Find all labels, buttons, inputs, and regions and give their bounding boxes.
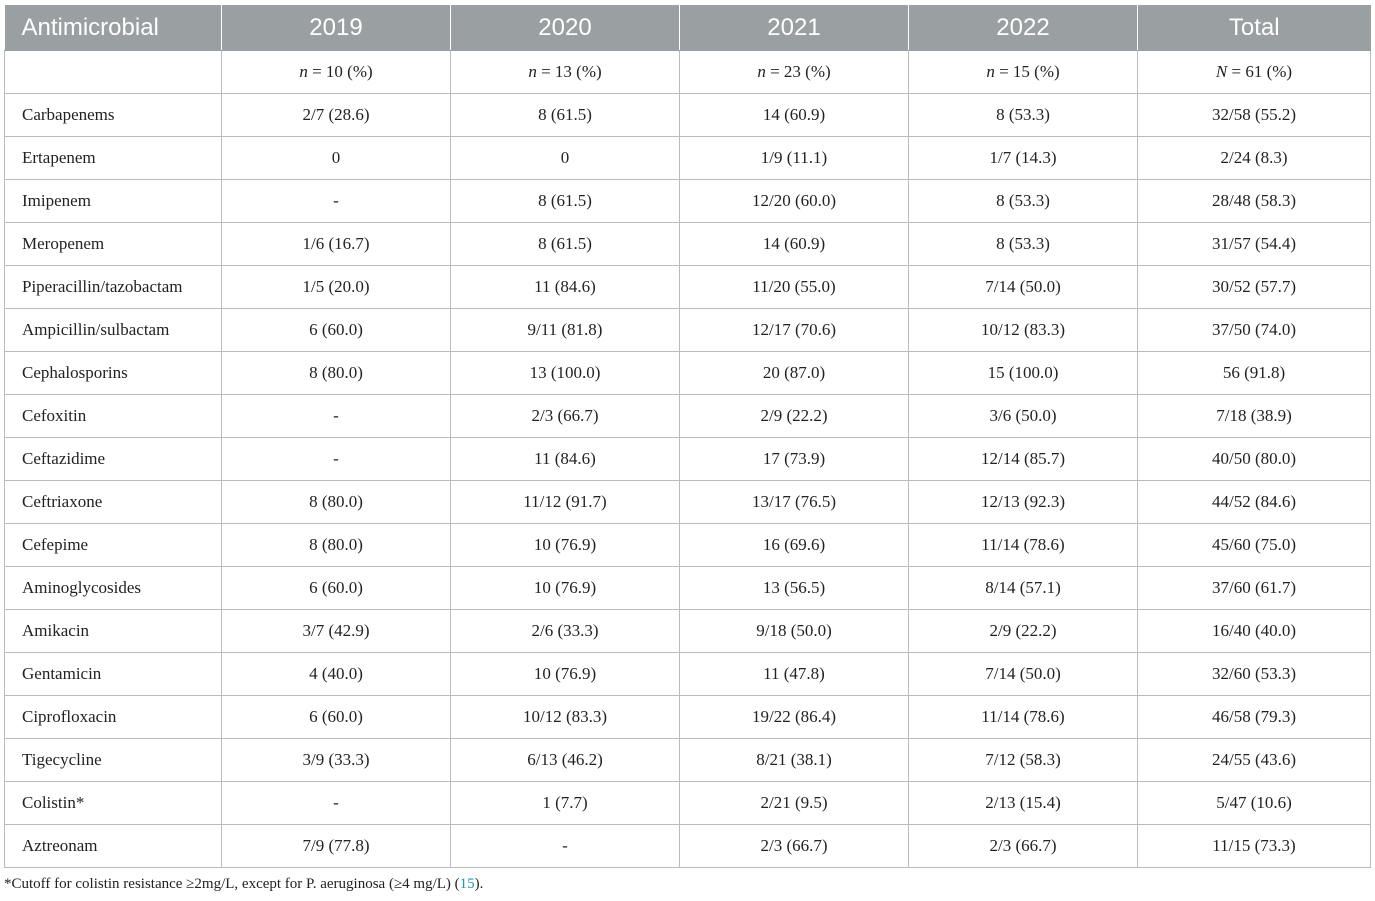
table-cell: 37/50 (74.0) xyxy=(1138,309,1371,352)
table-cell: 5/47 (10.6) xyxy=(1138,782,1371,825)
table-body xyxy=(5,51,1371,868)
table-row xyxy=(5,696,1371,739)
table-row xyxy=(5,94,1371,137)
table-cell: 12/17 (70.6) xyxy=(680,309,909,352)
header-2020: 2020 xyxy=(451,5,680,51)
sample-size-var: n xyxy=(986,62,995,81)
sample-size-value: = 13 (%) xyxy=(536,62,602,81)
sample-size-cell xyxy=(909,51,1138,94)
table-cell: 11/12 (91.7) xyxy=(451,481,680,524)
header-row xyxy=(5,5,1371,51)
table-cell: 2/3 (66.7) xyxy=(909,825,1138,868)
antimicrobial-name-cell: Cephalosporins xyxy=(5,352,222,395)
table-cell: 13 (56.5) xyxy=(680,567,909,610)
antimicrobial-name-cell: Colistin* xyxy=(5,782,222,825)
table-cell: 44/52 (84.6) xyxy=(1138,481,1371,524)
table-cell: 14 (60.9) xyxy=(680,94,909,137)
table-cell: 8 (53.3) xyxy=(909,223,1138,266)
table-cell: 4 (40.0) xyxy=(222,653,451,696)
table-cell: 12/20 (60.0) xyxy=(680,180,909,223)
table-cell: 10 (76.9) xyxy=(451,567,680,610)
sample-size-value: = 61 (%) xyxy=(1227,62,1293,81)
table-row xyxy=(5,266,1371,309)
sample-size-value: = 15 (%) xyxy=(994,62,1060,81)
table-cell: 11 (84.6) xyxy=(451,266,680,309)
table-cell: 7/14 (50.0) xyxy=(909,653,1138,696)
table-cell: 9/11 (81.8) xyxy=(451,309,680,352)
table-cell: 6 (60.0) xyxy=(222,567,451,610)
sample-size-var: n xyxy=(299,62,308,81)
table-row xyxy=(5,395,1371,438)
table-cell: 8 (80.0) xyxy=(222,352,451,395)
table-row xyxy=(5,567,1371,610)
table-cell: 2/7 (28.6) xyxy=(222,94,451,137)
table-cell: 6/13 (46.2) xyxy=(451,739,680,782)
table-row xyxy=(5,352,1371,395)
table-header xyxy=(5,5,1371,51)
antimicrobial-name-cell: Piperacillin/tazobactam xyxy=(5,266,222,309)
sample-size-var: N xyxy=(1215,62,1228,81)
sample-size-cell xyxy=(5,51,222,94)
sample-size-cell xyxy=(451,51,680,94)
table-row xyxy=(5,438,1371,481)
table-cell: 10/12 (83.3) xyxy=(909,309,1138,352)
table-cell: 1/5 (20.0) xyxy=(222,266,451,309)
table-cell: - xyxy=(222,438,451,481)
table-cell: 8 (80.0) xyxy=(222,481,451,524)
antimicrobial-name-cell: Amikacin xyxy=(5,610,222,653)
table-row xyxy=(5,180,1371,223)
table-cell: 10 (76.9) xyxy=(451,653,680,696)
table-cell: - xyxy=(222,395,451,438)
antimicrobial-name-cell: Carbapenems xyxy=(5,94,222,137)
antimicrobial-name-cell: Aminoglycosides xyxy=(5,567,222,610)
table-cell: 7/9 (77.8) xyxy=(222,825,451,868)
table-cell: 32/58 (55.2) xyxy=(1138,94,1371,137)
antimicrobial-name-cell: Ceftriaxone xyxy=(5,481,222,524)
table-cell: 6 (60.0) xyxy=(222,696,451,739)
table-cell: 32/60 (53.3) xyxy=(1138,653,1371,696)
table-footnote xyxy=(4,876,483,893)
table-cell: 30/52 (57.7) xyxy=(1138,266,1371,309)
table-row xyxy=(5,739,1371,782)
table-cell: 16/40 (40.0) xyxy=(1138,610,1371,653)
table-cell: 1/9 (11.1) xyxy=(680,137,909,180)
table-cell: 8 (53.3) xyxy=(909,180,1138,223)
table-cell: 2/3 (66.7) xyxy=(680,825,909,868)
table-cell: 2/6 (33.3) xyxy=(451,610,680,653)
table-cell: 6 (60.0) xyxy=(222,309,451,352)
table-row xyxy=(5,782,1371,825)
sample-size-value: = 10 (%) xyxy=(307,62,373,81)
table-cell: 16 (69.6) xyxy=(680,524,909,567)
sample-size-value: = 23 (%) xyxy=(765,62,831,81)
table-cell: 13 (100.0) xyxy=(451,352,680,395)
table-cell: 11/14 (78.6) xyxy=(909,696,1138,739)
table-cell: 2/13 (15.4) xyxy=(909,782,1138,825)
table-cell: 17 (73.9) xyxy=(680,438,909,481)
table-cell: 2/9 (22.2) xyxy=(909,610,1138,653)
table-cell: 11 (47.8) xyxy=(680,653,909,696)
antimicrobial-name-cell: Ceftazidime xyxy=(5,438,222,481)
antimicrobial-name-cell: Aztreonam xyxy=(5,825,222,868)
table-cell: 2/3 (66.7) xyxy=(451,395,680,438)
table-cell: - xyxy=(451,825,680,868)
sample-size-cell xyxy=(222,51,451,94)
header-2019: 2019 xyxy=(222,5,451,51)
table-cell: 0 xyxy=(451,137,680,180)
table-cell: 11 (84.6) xyxy=(451,438,680,481)
table-cell: 45/60 (75.0) xyxy=(1138,524,1371,567)
table-row xyxy=(5,481,1371,524)
table-cell: 2/21 (9.5) xyxy=(680,782,909,825)
antimicrobial-name-cell: Meropenem xyxy=(5,223,222,266)
table-cell: 37/60 (61.7) xyxy=(1138,567,1371,610)
table-cell: 12/13 (92.3) xyxy=(909,481,1138,524)
table-cell: 40/50 (80.0) xyxy=(1138,438,1371,481)
header-2021: 2021 xyxy=(680,5,909,51)
footnote-text-end: ). xyxy=(474,876,484,892)
antimicrobial-name-cell: Cefepime xyxy=(5,524,222,567)
table-cell: - xyxy=(222,782,451,825)
table-cell: 19/22 (86.4) xyxy=(680,696,909,739)
table-cell: 8/21 (38.1) xyxy=(680,739,909,782)
table-cell: 8 (53.3) xyxy=(909,94,1138,137)
table-cell: 46/58 (79.3) xyxy=(1138,696,1371,739)
header-total: Total xyxy=(1138,5,1371,51)
table-cell: 0 xyxy=(222,137,451,180)
header-antimicrobial: Antimicrobial xyxy=(5,5,222,51)
table-cell: 10/12 (83.3) xyxy=(451,696,680,739)
table-cell: 3/6 (50.0) xyxy=(909,395,1138,438)
table-row xyxy=(5,223,1371,266)
table-cell: 24/55 (43.6) xyxy=(1138,739,1371,782)
antimicrobial-name-cell: Ciprofloxacin xyxy=(5,696,222,739)
table-cell: 8/14 (57.1) xyxy=(909,567,1138,610)
table-cell: 11/20 (55.0) xyxy=(680,266,909,309)
table-cell: 3/7 (42.9) xyxy=(222,610,451,653)
table-cell: - xyxy=(222,180,451,223)
antimicrobial-name-cell: Ertapenem xyxy=(5,137,222,180)
table-cell: 56 (91.8) xyxy=(1138,352,1371,395)
sample-size-var: n xyxy=(757,62,766,81)
table-cell: 1/6 (16.7) xyxy=(222,223,451,266)
sample-size-row xyxy=(5,51,1371,94)
header-2022: 2022 xyxy=(909,5,1138,51)
table-cell: 11/15 (73.3) xyxy=(1138,825,1371,868)
table-cell: 2/9 (22.2) xyxy=(680,395,909,438)
resistance-table-container xyxy=(4,5,1370,868)
table-cell: 8 (61.5) xyxy=(451,94,680,137)
table-cell: 28/48 (58.3) xyxy=(1138,180,1371,223)
table-row xyxy=(5,137,1371,180)
table-row xyxy=(5,309,1371,352)
table-cell: 1/7 (14.3) xyxy=(909,137,1138,180)
table-cell: 14 (60.9) xyxy=(680,223,909,266)
table-cell: 2/24 (8.3) xyxy=(1138,137,1371,180)
table-cell: 31/57 (54.4) xyxy=(1138,223,1371,266)
table-row xyxy=(5,825,1371,868)
table-cell: 15 (100.0) xyxy=(909,352,1138,395)
table-cell: 10 (76.9) xyxy=(451,524,680,567)
table-cell: 9/18 (50.0) xyxy=(680,610,909,653)
antimicrobial-name-cell: Imipenem xyxy=(5,180,222,223)
table-cell: 11/14 (78.6) xyxy=(909,524,1138,567)
table-cell: 3/9 (33.3) xyxy=(222,739,451,782)
antimicrobial-name-cell: Gentamicin xyxy=(5,653,222,696)
table-cell: 12/14 (85.7) xyxy=(909,438,1138,481)
table-cell: 7/12 (58.3) xyxy=(909,739,1138,782)
sample-size-cell xyxy=(1138,51,1371,94)
table-cell: 7/14 (50.0) xyxy=(909,266,1138,309)
table-cell: 8 (61.5) xyxy=(451,180,680,223)
antimicrobial-name-cell: Cefoxitin xyxy=(5,395,222,438)
table-cell: 13/17 (76.5) xyxy=(680,481,909,524)
sample-size-cell xyxy=(680,51,909,94)
table-cell: 20 (87.0) xyxy=(680,352,909,395)
footnote-text: *Cutoff for colistin resistance ≥2mg/L, except for P. aeruginosa (≥4 mg/L) ( xyxy=(4,876,460,892)
table-row xyxy=(5,653,1371,696)
table-cell: 8 (61.5) xyxy=(451,223,680,266)
table-row xyxy=(5,610,1371,653)
footnote-reference-link[interactable]: 15 xyxy=(459,876,475,892)
table-cell: 7/18 (38.9) xyxy=(1138,395,1371,438)
antimicrobial-name-cell: Ampicillin/sulbactam xyxy=(5,309,222,352)
antimicrobial-resistance-table xyxy=(4,5,1371,868)
sample-size-var: n xyxy=(528,62,537,81)
antimicrobial-name-cell: Tigecycline xyxy=(5,739,222,782)
table-cell: 1 (7.7) xyxy=(451,782,680,825)
table-cell: 8 (80.0) xyxy=(222,524,451,567)
table-row xyxy=(5,524,1371,567)
